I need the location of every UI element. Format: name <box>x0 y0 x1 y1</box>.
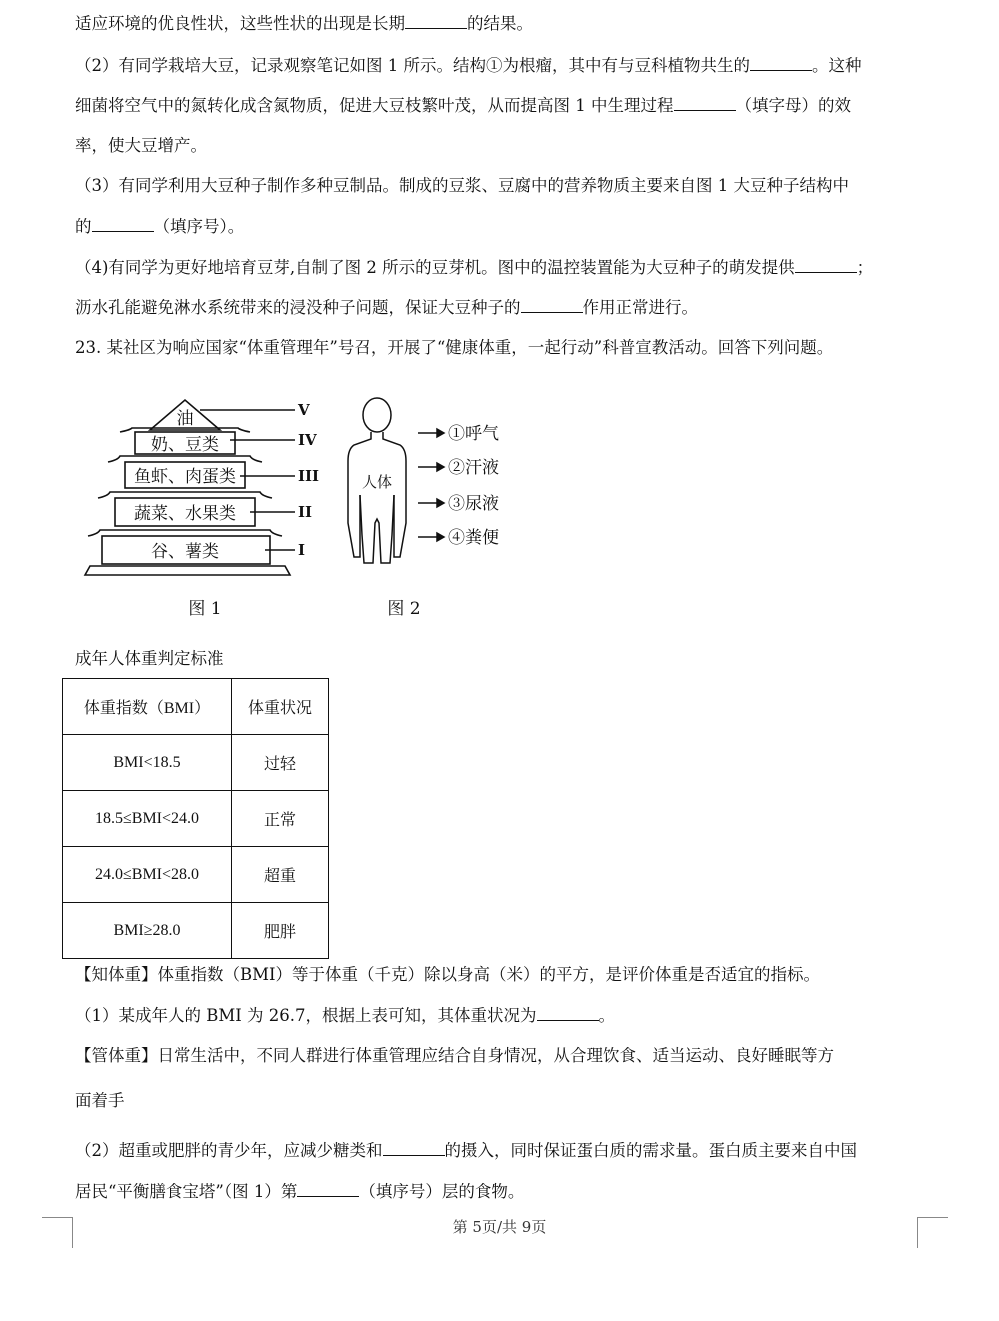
table-cell: 18.5≤BMI<24.0 <box>63 791 232 847</box>
table-header: 体重指数（BMI） <box>63 679 232 735</box>
answer-blank <box>674 94 736 111</box>
table-cell: 超重 <box>232 847 329 903</box>
output-4-label: ④粪便 <box>448 528 499 548</box>
text-line: （4)有同学为更好地培育豆芽,自制了图 2 所示的豆芽机。图中的温控装置能为大豆种子的萌发提供 ； <box>75 258 874 277</box>
output-3-label: ③尿液 <box>448 494 499 514</box>
answer-blank <box>297 1180 359 1197</box>
table-row <box>63 791 329 847</box>
layer-3-roman: III <box>298 467 320 485</box>
answer-blank <box>405 12 467 29</box>
text-line: 细菌将空气中的氮转化成含氮物质，促进大豆枝繁叶茂，从而提高图 1 中生理过程 （填字母）的效 <box>75 96 851 115</box>
figure-2-caption: 图 2 <box>387 599 421 619</box>
table-cell: 正常 <box>232 791 329 847</box>
table-cell: BMI≥28.0 <box>63 903 232 959</box>
text-line: （1）某成年人的 BMI 为 26.7，根据上表可知，其体重状况为 。 <box>75 1006 616 1025</box>
text-line: （2）有同学栽培大豆，记录观察笔记如图 1 所示。结构①为根瘤，其中有与豆科植物共生的 。这种 <box>75 56 862 75</box>
figure-2-human-body <box>340 395 520 630</box>
text-line: 的 （填序号）。 <box>75 217 245 236</box>
table-header: 体重状况 <box>232 679 329 735</box>
page-footer: 第 5页/共 9页 <box>452 1218 547 1236</box>
text-line: 面着手 <box>75 1091 125 1110</box>
table-row <box>63 735 329 791</box>
layer-5-roman: V <box>298 401 310 419</box>
answer-blank <box>92 215 154 232</box>
figure-1-caption: 图 1 <box>188 599 222 619</box>
text-line: 适应环境的优良性状，这些性状的出现是长期 的结果。 <box>75 14 533 33</box>
answer-blank <box>537 1004 599 1021</box>
text-line: （3）有同学利用大豆种子制作多种豆制品。制成的豆浆、豆腐中的营养物质主要来自图 1 大豆种子结构中 <box>75 176 849 195</box>
layer-4-roman: IV <box>298 431 317 449</box>
text-line: 【知体重】体重指数（BMI）等于体重（千克）除以身高（米）的平方，是评价体重是否适宜的指标。 <box>75 965 821 984</box>
text-line: （2）超重或肥胖的青少年，应减少糖类和 的摄入，同时保证蛋白质的需求量。蛋白质主要来自中国 <box>75 1141 857 1160</box>
layer-5-label: 油 <box>176 409 194 429</box>
text-line: 居民“平衡膳食宝塔”（图 1）第 （填序号）层的食物。 <box>75 1182 525 1201</box>
table-cell: 过轻 <box>232 735 329 791</box>
text-line: 【管体重】日常生活中，不同人群进行体重管理应结合自身情况，从合理饮食、适当运动、良好睡眠等方 <box>75 1046 834 1065</box>
table-row <box>63 903 329 959</box>
layer-1-label: 谷、薯类 <box>151 542 219 562</box>
layer-1-roman: I <box>298 541 306 559</box>
layer-4-label: 奶、豆类 <box>151 435 219 455</box>
bmi-standard-table <box>62 678 329 959</box>
layer-2-label: 蔬菜、水果类 <box>134 504 236 524</box>
table-cell: BMI<18.5 <box>63 735 232 791</box>
text-line: 率，使大豆增产。 <box>75 136 207 155</box>
answer-blank <box>521 296 583 313</box>
table-cell: 肥胖 <box>232 903 329 959</box>
output-1-label: ①呼气 <box>448 424 499 444</box>
table-cell: 24.0≤BMI<28.0 <box>63 847 232 903</box>
table-title: 成年人体重判定标准 <box>75 649 224 668</box>
layer-2-roman: II <box>298 503 313 521</box>
body-label: 人体 <box>361 473 393 491</box>
figure-1-diet-pagoda <box>80 390 330 630</box>
layer-3-label: 鱼虾、肉蛋类 <box>134 467 236 487</box>
answer-blank <box>383 1139 445 1156</box>
answer-blank <box>795 256 857 273</box>
question-23-stem: 23. 某社区为响应国家“体重管理年”号召，开展了“健康体重，一起行动”科普宣教活动。回答下列问题。 <box>75 338 834 357</box>
text-line: 沥水孔能避免淋水系统带来的浸没种子问题，保证大豆种子的 作用正常进行。 <box>75 298 698 317</box>
table-header-row <box>63 679 329 735</box>
output-2-label: ②汗液 <box>448 458 499 478</box>
answer-blank <box>750 54 812 71</box>
table-row <box>63 847 329 903</box>
